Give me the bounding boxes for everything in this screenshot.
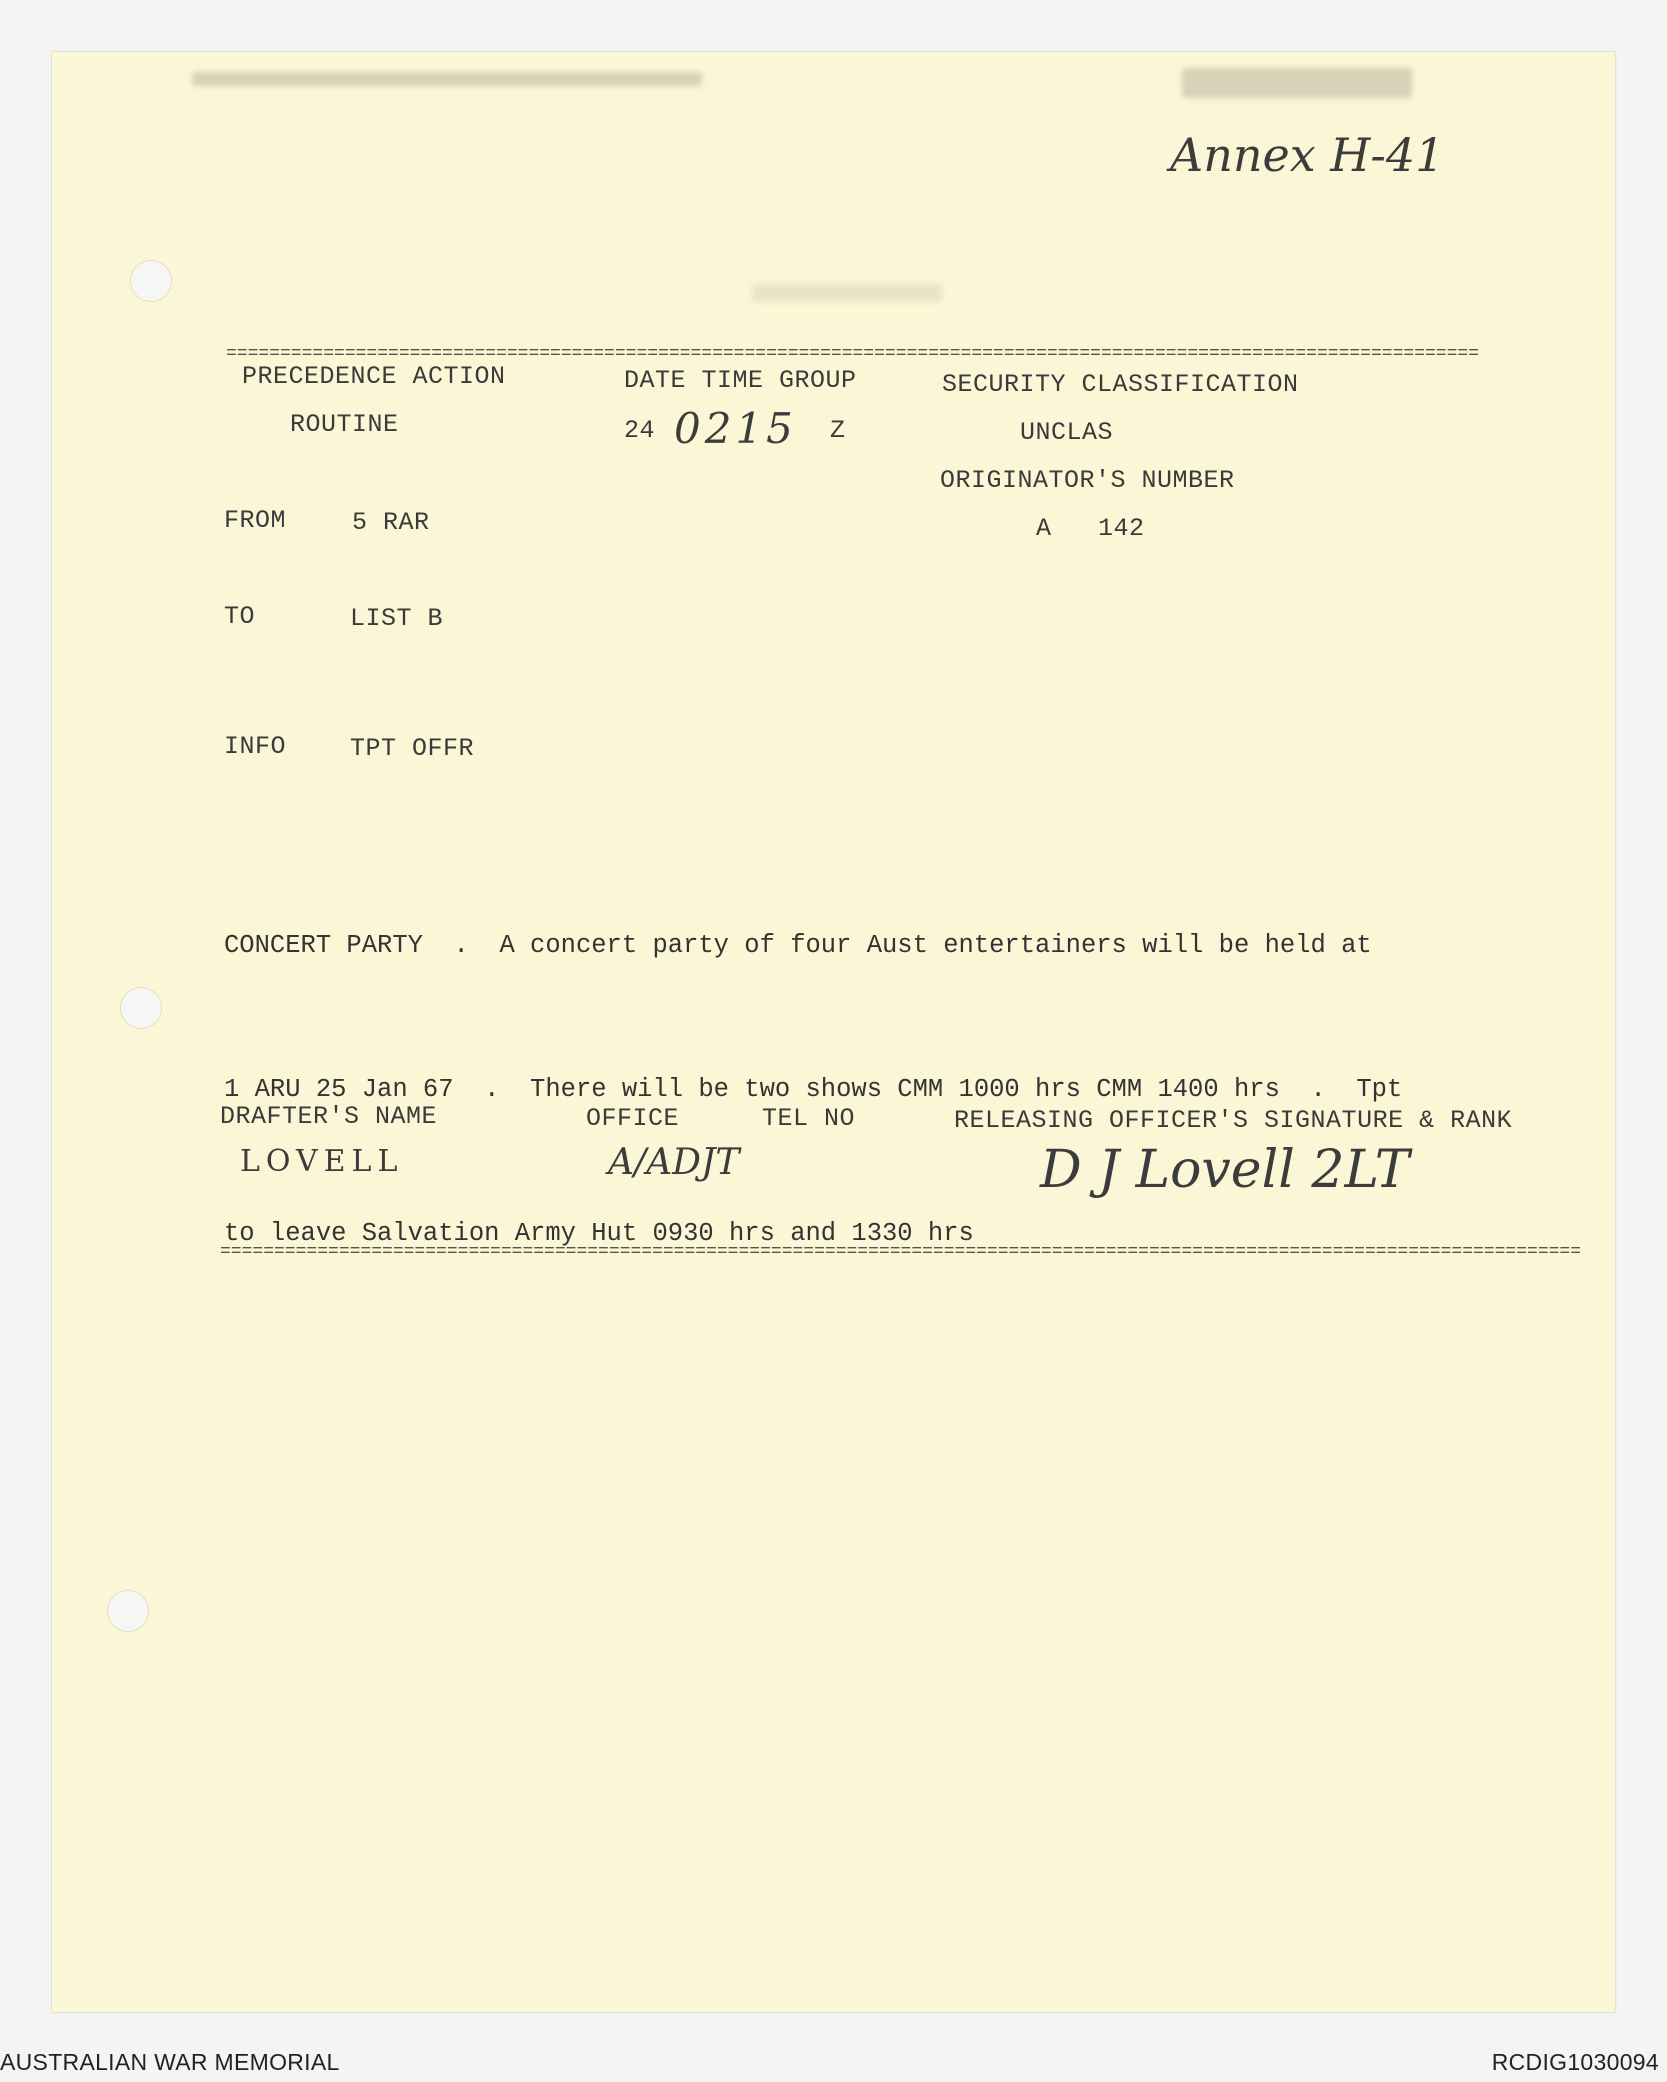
punch-hole-middle — [120, 987, 162, 1029]
punch-hole-bottom — [107, 1590, 149, 1632]
faint-stamp-mark — [752, 284, 942, 302]
bottom-divider-rule: ============================================================================================================================== — [220, 1242, 1582, 1262]
footer-institution: AUSTRALIAN WAR MEMORIAL — [0, 2049, 340, 2075]
originator-number-label: ORIGINATOR'S NUMBER — [940, 466, 1235, 495]
message-line-1: CONCERT PARTY . A concert party of four Aust entertainers will be held at — [224, 931, 1372, 960]
message-body — [224, 826, 1464, 1306]
precedence-label: PRECEDENCE ACTION — [242, 362, 506, 391]
annex-annotation: Annex H-41 — [1170, 128, 1445, 182]
message-line-2: 1 ARU 25 Jan 67 . There will be two shows CMM 1000 hrs CMM 1400 hrs . Tpt — [224, 1075, 1403, 1104]
dtg-time-handwritten: 0215 — [674, 404, 797, 453]
drafter-name-label: DRAFTER'S NAME — [220, 1102, 438, 1131]
security-classification-label: SECURITY CLASSIFICATION — [942, 370, 1299, 399]
footer-record-id: RCDIG1030094 — [1491, 2049, 1659, 2075]
security-classification-value: UNCLAS — [1020, 418, 1114, 447]
originator-prefix: A — [1036, 514, 1052, 543]
drafter-name-handwritten: LOVELL — [240, 1144, 404, 1179]
tel-no-label: TEL NO — [762, 1104, 856, 1133]
to-value: LIST B — [350, 604, 444, 633]
top-left-smudge — [192, 72, 702, 86]
info-value: TPT OFFR — [350, 734, 475, 763]
releasing-officer-signature: D J Lovell 2LT — [1040, 1140, 1410, 1200]
dtg-label: DATE TIME GROUP — [624, 366, 857, 395]
office-handwritten: A/ADJT — [608, 1142, 740, 1183]
punch-hole-top — [130, 260, 172, 302]
from-value: 5 RAR — [352, 508, 430, 537]
dtg-zone: Z — [830, 416, 846, 445]
releasing-officer-label: RELEASING OFFICER'S SIGNATURE & RANK — [954, 1106, 1513, 1135]
office-label: OFFICE — [586, 1104, 680, 1133]
originator-number-value: 142 — [1098, 514, 1145, 543]
info-label: INFO — [224, 732, 287, 761]
message-line-3: to leave Salvation Army Hut 0930 hrs and 1330 hrs — [224, 1219, 974, 1248]
to-label: TO — [224, 602, 256, 631]
precedence-value: ROUTINE — [290, 410, 399, 439]
top-right-smudge — [1182, 68, 1412, 98]
dtg-day: 24 — [624, 416, 656, 445]
from-label: FROM — [224, 506, 287, 535]
top-divider-rule: ==================================================================================================================== — [226, 344, 1480, 364]
